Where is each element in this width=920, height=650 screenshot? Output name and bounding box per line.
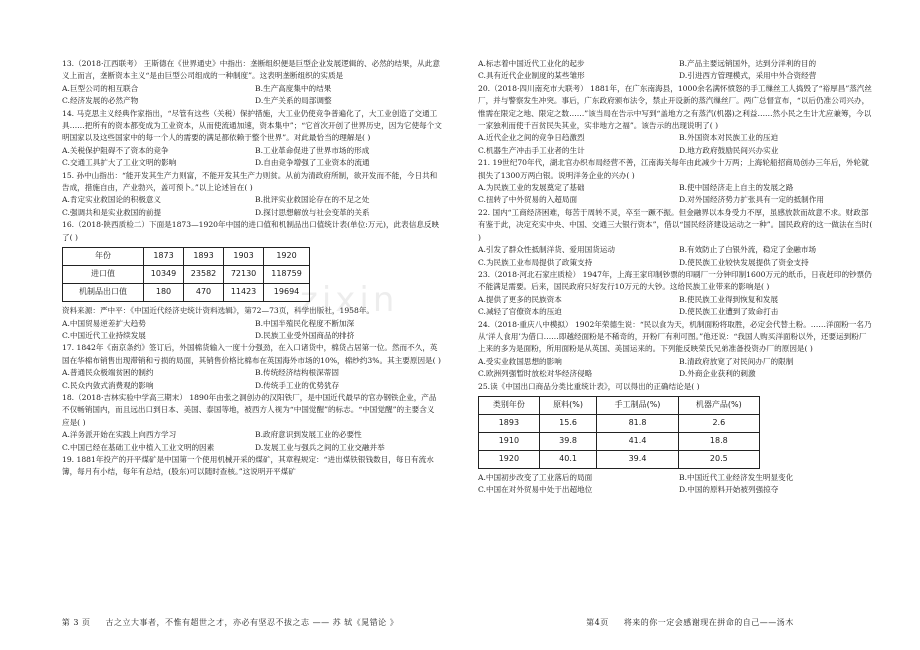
option[interactable]: B.中国近代工业经济发生明显变化 bbox=[679, 472, 794, 482]
option[interactable]: A.近代企业之间的竞争日趋激烈 bbox=[478, 133, 585, 143]
option[interactable]: A.标志着中国近代工业化的起步 bbox=[478, 59, 585, 68]
question-17-options bbox=[62, 367, 442, 392]
option[interactable]: D.发展工业与强兵之间的工业交融并举 bbox=[255, 442, 385, 452]
option[interactable]: C.机器生产冲击手工业者的生计 bbox=[478, 145, 585, 155]
option[interactable]: A.为民族工业的发展奠定了基础 bbox=[478, 183, 585, 193]
trade-table bbox=[62, 247, 310, 302]
table-cell: 41.4 bbox=[597, 432, 678, 450]
option[interactable]: B.生产高度集中的结果 bbox=[255, 83, 332, 93]
option[interactable]: B.使民族工业得到恢复和发展 bbox=[679, 294, 779, 304]
question-19-options bbox=[478, 58, 874, 83]
option[interactable]: C.民众内敛式消费观的影响 bbox=[62, 380, 154, 390]
table-cell: 1910 bbox=[479, 432, 540, 450]
question-16-options bbox=[62, 318, 442, 343]
footer-motto: 古之立大事者，不惟有超世之才，亦必有坚忍不拔之志 —— 苏 轼《晁错论 》 bbox=[105, 618, 399, 627]
option[interactable]: A.普通民众极端贫困的制约 bbox=[62, 368, 154, 378]
option[interactable]: D.引进西方管理模式，采用中外合资经营 bbox=[679, 71, 817, 81]
option[interactable]: C.经济发展的必然产物 bbox=[62, 96, 139, 106]
page-number: 第 3 页 bbox=[61, 618, 91, 627]
table-header-cell: 类别年份 bbox=[479, 396, 540, 414]
option[interactable]: A.关税保护阻碍不了资本的竞争 bbox=[62, 145, 169, 155]
option[interactable]: D.对外国经济势力扩张具有一定的抵制作用 bbox=[679, 195, 824, 205]
table-cell: 15.6 bbox=[539, 414, 597, 432]
table-cell: 470 bbox=[184, 284, 224, 302]
table-row bbox=[63, 266, 310, 284]
table-cell: 10349 bbox=[144, 266, 184, 284]
option[interactable]: A.中国贸易逆差扩大趋势 bbox=[62, 318, 146, 328]
option[interactable]: D.探讨思想解放与社会变革的关系 bbox=[255, 207, 370, 217]
question-18: 18.（2018·吉林实验中学高三期末） 1890年由张之洞创办的汉阳铁厂，是中国近代最早的官办钢铁企业，产品不仅畅销国内，而且远出口到日本、美国、泰国等地，被西方人视为“中国觉醒”的标志。“中国觉醒”的主要含义应是( ) bbox=[62, 392, 437, 427]
table-cell: 1893 bbox=[479, 414, 540, 432]
question-20-options bbox=[478, 132, 874, 157]
table-header-cell: 1873 bbox=[144, 248, 184, 266]
question-13: 13.（2018·江西联考） 王斯德在《世界通史》中指出：垄断组织便是巨型企业发展逻辑的、必然的结果，从此意义上而言，垄断资本主义“是由巨型公司组成的一种制度”。这表明垄断组织的实质是 bbox=[62, 59, 440, 81]
question-25-options bbox=[478, 472, 874, 497]
option[interactable]: C.中国近代工业持续发展 bbox=[62, 330, 146, 340]
option[interactable]: C.交通工具扩大了工业文明的影响 bbox=[62, 158, 177, 168]
option[interactable]: C.中国已经在基础工业中植入工业文明的因素 bbox=[62, 442, 215, 452]
option[interactable]: D.民族工业受外国商品的排挤 bbox=[255, 330, 355, 340]
question-21: 21. 19世纪70年代，湖北官办织布局经营不善，江南海关每年由此减少十万两；上海轮船招商局创办三年后，外轮就损失了1300万两白银。说明洋务企业的兴办( ) bbox=[478, 158, 869, 180]
option[interactable]: A.中国初步改变了工业落后的局面 bbox=[478, 472, 593, 482]
option[interactable]: B.政府意识到发展工业的必要性 bbox=[255, 430, 362, 440]
table-cell: 180 bbox=[144, 284, 184, 302]
question-18-options bbox=[62, 429, 442, 454]
question-24-options bbox=[478, 356, 874, 381]
table-source: 资料来源：严中平：《中国近代经济史统计资料选辑》，第72—73页，科学出版社，1958年。 bbox=[62, 306, 375, 316]
page-4-footer bbox=[460, 617, 920, 628]
question-21-options bbox=[478, 182, 874, 207]
table-header-cell: 年份 bbox=[63, 248, 144, 266]
option[interactable]: B.外国资本对民族工业的压迫 bbox=[679, 133, 779, 143]
table-row bbox=[479, 414, 760, 432]
option[interactable]: C.强调共和是实业救国的前提 bbox=[62, 207, 162, 217]
option[interactable]: C.欧洲列强暂时放松对华经济侵略 bbox=[478, 369, 593, 379]
table-cell: 39.8 bbox=[539, 432, 597, 450]
option[interactable]: A.引发了群众性抵制洋货、爱用国货运动 bbox=[478, 245, 615, 255]
table-header-cell: 原料(%) bbox=[539, 396, 597, 414]
table-cell: 40.1 bbox=[539, 450, 597, 468]
option[interactable]: A.提供了更多的民族资本 bbox=[478, 294, 562, 304]
option[interactable]: B.有效防止了白银外流，稳定了金融市场 bbox=[679, 245, 817, 255]
table-cell: 11423 bbox=[224, 284, 264, 302]
table-row bbox=[63, 284, 310, 302]
option[interactable]: A.巨型公司的相互联合 bbox=[62, 83, 139, 93]
option[interactable]: C.具有近代企业制度的某些雏形 bbox=[478, 71, 585, 81]
table-cell: 18.8 bbox=[678, 432, 759, 450]
table-cell: 1920 bbox=[479, 450, 540, 468]
table-row bbox=[479, 450, 760, 468]
page-4-content bbox=[478, 58, 874, 497]
question-22-options bbox=[478, 244, 874, 269]
option[interactable]: B.中国半殖民化程度不断加深 bbox=[255, 318, 355, 328]
option[interactable]: A.洋务派开始在实践上向西方学习 bbox=[62, 430, 177, 440]
table-header-cell: 1920 bbox=[264, 248, 310, 266]
question-25: 25.读《中国出口商品分类比重统计表》，可以得出的正确结论是( ) bbox=[478, 381, 700, 391]
page-3-footer bbox=[0, 617, 460, 628]
question-17: 17. 1842年《南京条约》签订后，外国棉货输入一度十分强劲，在入口诸货中，棉货占居第一位。然而不久，英国在华棉布销售出现滞销和亏损的局面，其销售价格比棉布在英国海外市场的10%，棉纱约3%。其主要原因是( ) bbox=[62, 343, 441, 365]
table-row bbox=[479, 432, 760, 450]
table-cell: 72130 bbox=[224, 266, 264, 284]
page-4 bbox=[460, 0, 920, 650]
question-20: 20.（2018·四川南充市大联考） 1881年，在广东南海县，1000余名满怀愤怒的手工缫丝工人捣毁了“裕厚昌”蒸汽丝厂，并与警察发生冲突。事后，广东政府颁布法令，禁止开设新的蒸汽缫丝厂。两广总督宣布，“以后仍准公司兴办，惟需在限定之地、限定之数……”该当局在告示中写到“盖地方之有蒸汽(机器)之利益……然小民之生计尤应兼筹，今以一家独利而使千百贫民失其业，实非地方之福”。该告示的出现说明了( ) bbox=[478, 83, 872, 131]
question-16: 16.（2018·陕西质检二）下面是1873—1920年中国的进口值和机制品出口值统计表(单位:万元)，此表信息反映了( ) bbox=[62, 220, 440, 242]
question-13-options bbox=[62, 83, 442, 108]
option[interactable]: D.自由竞争增强了工业资本的流通 bbox=[255, 158, 370, 168]
question-14: 14. 马克思主义经典作家指出，“尽管有这些（关税）保护措施，大工业仍使竞争普遍化了，大工业创造了交通工具……把所有的资本都变成为工业资本，从而使流通加速，资本集中”；“它首次开创了世界历史，因为它使每个文明国家以及这些国家中的每一个人的需要的满足都依赖于整个世界”。对此最恰当的理解是( ) bbox=[62, 108, 442, 143]
question-14-options bbox=[62, 145, 442, 170]
question-23-options bbox=[478, 294, 874, 319]
table-cell: 23582 bbox=[184, 266, 224, 284]
option[interactable]: A.肯定实业救国论的积极意义 bbox=[62, 195, 162, 205]
option[interactable]: D.使民族工业较快发展提供了资金支持 bbox=[679, 257, 809, 267]
option[interactable]: B.批评实业救国论存在的不足之处 bbox=[255, 195, 370, 205]
option[interactable]: D.传统手工业的优势犹存 bbox=[255, 380, 340, 390]
question-23: 23.（2018·河北石家庄质检） 1947年，上海王家印制钞票的印刷厂一分钟印制1600万元的纸币，日夜赶印的钞票仍不能满足需要。后来，国民政府只好发行10万元的大钞。这给民族工业带来的影响是( ) bbox=[478, 269, 872, 292]
table-header-row bbox=[479, 396, 760, 414]
page-3-content bbox=[62, 58, 442, 479]
option[interactable]: D.中国的原料开始被列强掠夺 bbox=[679, 485, 779, 495]
option[interactable]: B.产品主要远销国外，达到分洋利的目的 bbox=[679, 59, 817, 68]
question-15: 15. 孙中山指出：“能开发其生产力则富，不能开发其生产力则贫。从前为清政府所制，欲开发而不能，今日共和告成，措施自由，产业勃兴，盖可预卜。”以上论述旨在( ) bbox=[62, 170, 438, 193]
option[interactable]: D.生产关系的局部调整 bbox=[255, 96, 332, 106]
option[interactable]: D.外商企业获利的刺激 bbox=[679, 369, 756, 379]
watermark: zixin bbox=[300, 280, 399, 320]
option[interactable]: B.清政府放宽了对民间办厂的限制 bbox=[679, 356, 794, 366]
table-cell: 20.5 bbox=[678, 450, 759, 468]
option[interactable]: D.使民族工业遭到了致命打击 bbox=[679, 307, 779, 317]
table-cell: 2.6 bbox=[678, 414, 759, 432]
option[interactable]: C.减轻了官僚资本的压迫 bbox=[478, 307, 562, 317]
table-header-cell: 1903 bbox=[224, 248, 264, 266]
footer-motto: 将来的你一定会感谢现在拼命的自己——汤木 bbox=[623, 618, 794, 627]
question-15-options bbox=[62, 194, 442, 219]
table-cell: 19694 bbox=[264, 284, 310, 302]
option[interactable]: B.工业革命促进了世界市场的形成 bbox=[255, 145, 370, 155]
table-cell: 机制品出口值 bbox=[63, 284, 144, 302]
table-cell: 39.4 bbox=[597, 450, 678, 468]
option[interactable]: D.地方政府鼓励民间兴办实业 bbox=[679, 145, 779, 155]
table-cell: 118759 bbox=[264, 266, 310, 284]
table-cell: 81.8 bbox=[597, 414, 678, 432]
option[interactable]: C.中国在对外贸易中处于出超地位 bbox=[478, 485, 593, 495]
question-19: 19. 1881年投产的开平煤矿是中国第一个使用机械开采的煤矿，其章程规定：“进出煤铁银钱数目，每日有流水簿，每月有小结，每年有总结，(股东)可以随时查核。”这说明开平煤矿 bbox=[62, 454, 434, 477]
option[interactable]: B.使中国经济走上自主的发展之路 bbox=[679, 183, 794, 193]
export-table bbox=[478, 396, 760, 469]
table-header-cell: 手工制品(%) bbox=[597, 396, 678, 414]
question-24: 24.（2018·重庆八中模拟） 1902年荣德生说：“民以食为天，机制面粉将取胜，必定会代替土粉。……洋面粉一名乃从‘洋人食用’为借口……即越经面粉是不稀奇的，开粉厂有利可图。”他还说：“我国人购买洋面粉以外，还要运到粉厂上来的多为是面粉，所用面粉是从英国、美国运来的。下列能反映荣氏兄弟准备投资办厂的原因是( ) bbox=[478, 319, 872, 354]
option[interactable]: C.扭转了中外贸易的入超局面 bbox=[478, 195, 578, 205]
page-number: 第4页 bbox=[586, 618, 609, 627]
question-22: 22. 国内“工商经济困难，每苦于周转不灵，卒至一蹶不振。但金融界以本身受力不厚，虽感放款而故意不求。财政部有鉴于此，决定充实中央、中国、交通三大银行资本”，借以“国民经济建设运动之一种”。国民政府的这一做法在当时( ) bbox=[478, 207, 873, 242]
table-header-row bbox=[63, 248, 310, 266]
option[interactable]: B.传统经济结构根深蒂固 bbox=[255, 368, 339, 378]
option[interactable]: C.为民族工业布局提供了政策支持 bbox=[478, 257, 593, 267]
option[interactable]: A.受实业救国思想的影响 bbox=[478, 356, 562, 366]
table-header-cell: 1893 bbox=[184, 248, 224, 266]
table-header-cell: 机器产品(%) bbox=[678, 396, 759, 414]
table-cell: 进口值 bbox=[63, 266, 144, 284]
